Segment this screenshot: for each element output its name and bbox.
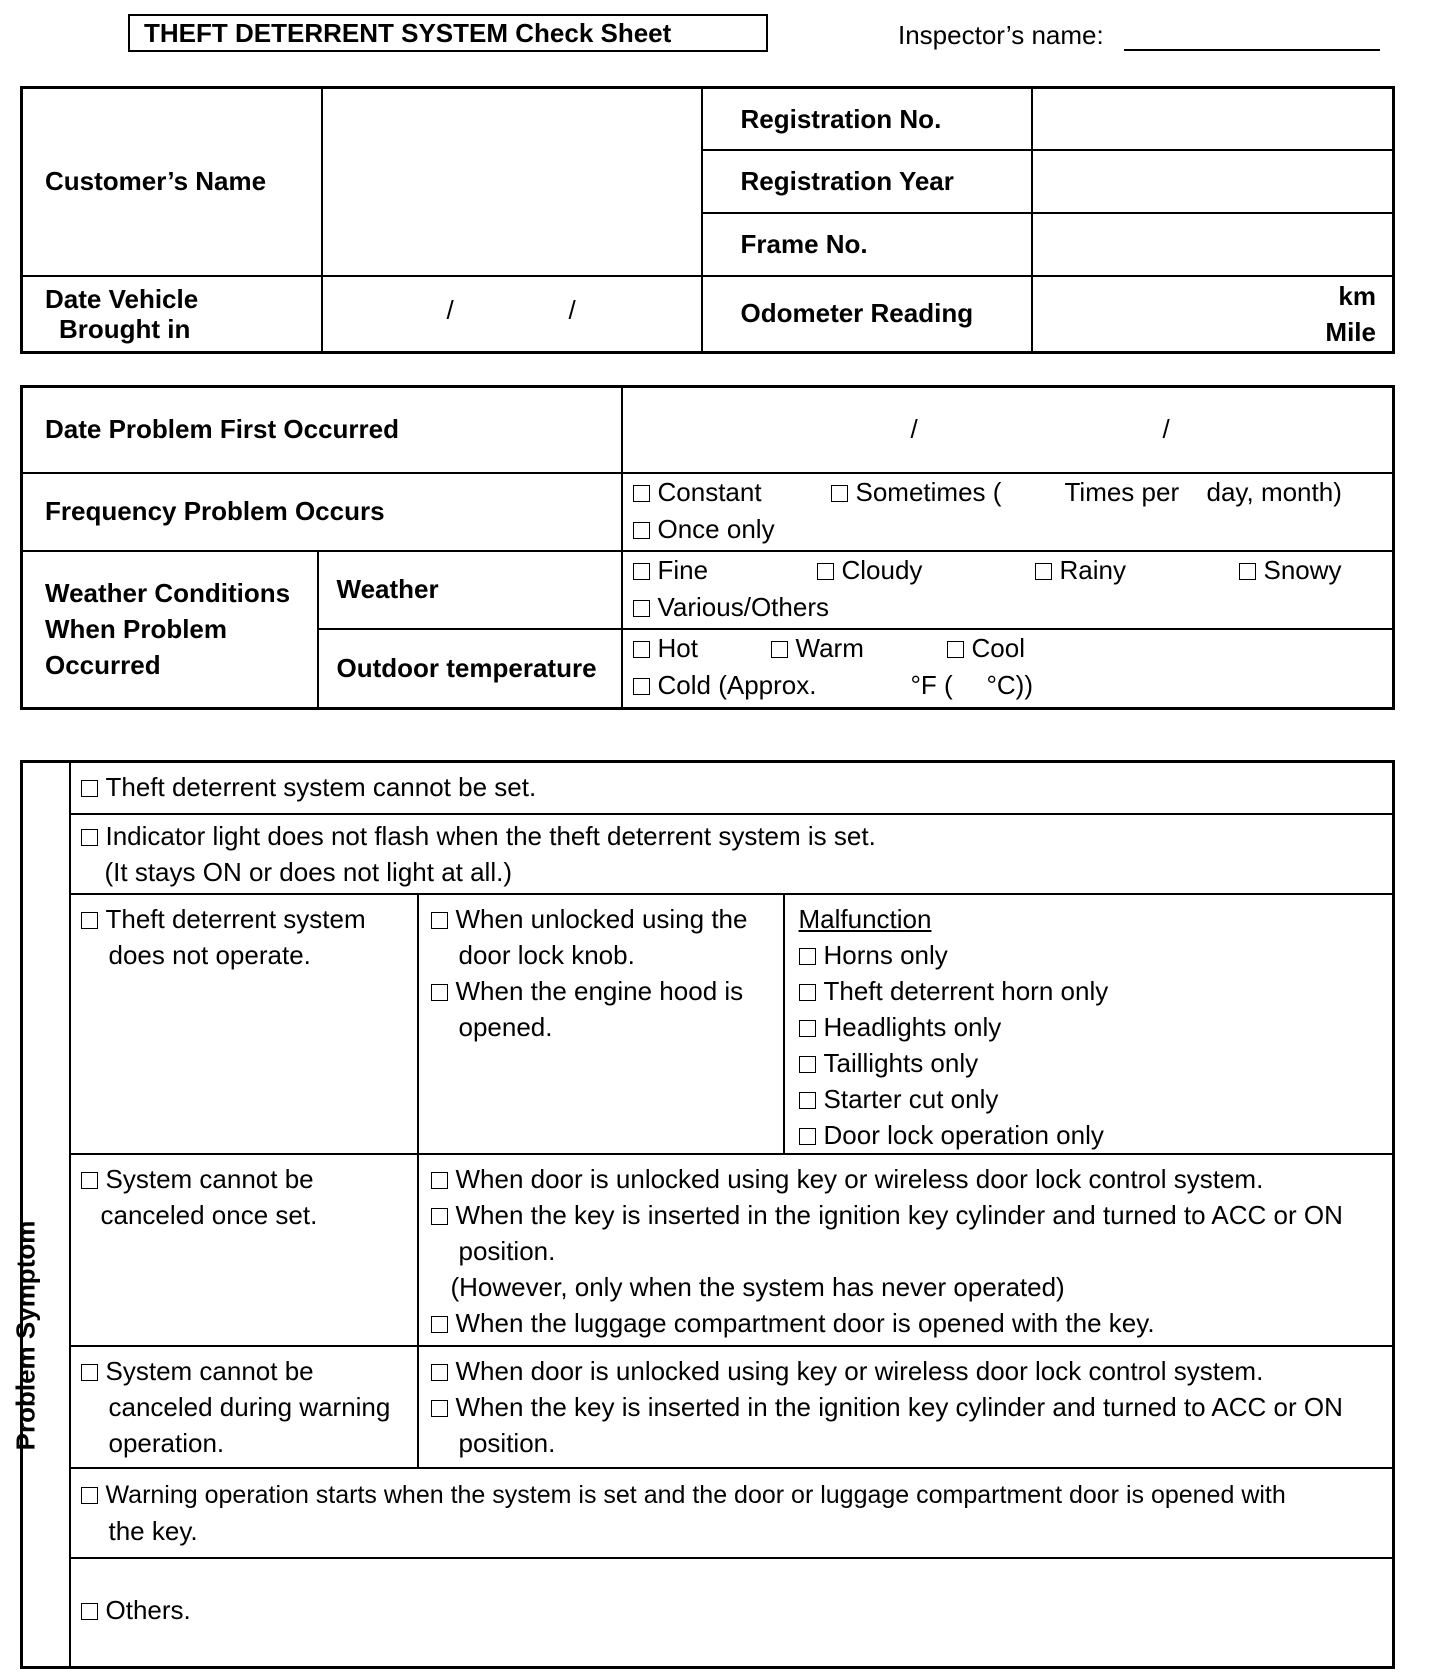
checkbox[interactable] [431,1400,448,1417]
conditions-table [20,385,1395,710]
weather-cloudy-option[interactable]: Cloudy [817,555,923,586]
vehicle-info-table [20,86,1395,354]
sheet-title: THEFT DETERRENT SYSTEM Check Sheet [128,14,768,52]
date-separator: / [1162,414,1170,444]
cannot-cancel-conditions-cell [418,1154,1394,1346]
date-brought-in-field[interactable] [322,276,702,353]
checkbox[interactable] [81,1487,98,1504]
checkbox[interactable] [81,1364,98,1381]
freq-once-option[interactable]: Once only [633,514,775,545]
checkbox[interactable] [81,912,98,929]
weather-cond-line3: Occurred [45,650,161,681]
temp-cool-option[interactable]: Cool [947,633,1025,664]
inspector-name-line[interactable] [1124,49,1380,51]
symptom-not-operate-cell [70,894,418,1154]
weather-options [622,551,1394,629]
symptom-indicator-row [70,814,1394,894]
checkbox[interactable] [817,563,834,580]
odometer-field[interactable] [1032,276,1394,353]
checkbox[interactable] [633,641,650,658]
unit-km: km [1338,280,1376,311]
symptom-cannot-cancel-line2: canceled once set. [100,1199,318,1230]
weather-fine-option[interactable]: Fine [633,555,709,586]
not-operate-conditions-cell [418,894,784,1154]
symptom-indicator-option[interactable]: Indicator light does not flash when the theft deterrent system is set. [81,818,1393,854]
mal-horns-option[interactable]: Horns only [799,937,1393,973]
temp-f-label: °F ( [910,669,953,700]
symptom-others-row [70,1558,1394,1668]
symptom-warning-starts-option[interactable]: Warning operation starts when the system is set and the door or luggage compartment door is opened with [81,1477,1393,1513]
cond-door-lock-knob-line2: door lock knob. [458,939,635,970]
symptom-warning-starts-line2: the key. [108,1515,198,1546]
registration-no-label: Registration No. [702,88,1032,151]
warning-key-ignition-option[interactable]: When the key is inserted in the ignition key cylinder and turned to ACC or ON [431,1389,1393,1425]
warning-key-ignition-line2: position. [458,1427,556,1458]
checkbox[interactable] [81,1172,98,1189]
cond-engine-hood-line2: opened. [458,1011,553,1042]
frequency-options [622,473,1394,551]
temp-c-label: °C)) [986,669,1033,700]
date-brought-label-line1: Date Vehicle [45,283,199,314]
cond-door-lock-knob-option[interactable]: When unlocked using the [431,901,783,937]
date-separator: / [446,294,454,325]
registration-year-field[interactable] [1032,150,1394,213]
malfunction-title: Malfunction [798,903,932,934]
checkbox[interactable] [633,678,650,695]
mal-headlights-option[interactable]: Headlights only [799,1009,1393,1045]
date-first-occurred-label: Date Problem First Occurred [22,387,622,473]
freq-constant-option[interactable]: Constant [633,477,762,508]
checkbox[interactable] [799,948,816,965]
date-brought-in-label [22,276,322,353]
mal-taillights-option[interactable]: Taillights only [799,1045,1393,1081]
checkbox[interactable] [633,522,650,539]
checkbox[interactable] [633,485,650,502]
checkbox[interactable] [799,1092,816,1109]
checkbox[interactable] [81,780,98,797]
odometer-label: Odometer Reading [702,276,1032,353]
registration-no-field[interactable] [1032,88,1394,151]
temp-hot-option[interactable]: Hot [633,633,698,664]
weather-cond-line1: Weather Conditions [45,578,291,609]
symptom-cannot-cancel-cell [70,1154,418,1346]
frequency-label: Frequency Problem Occurs [22,473,622,551]
symptom-not-operate-option[interactable]: Theft deterrent system [81,901,417,937]
mal-doorlock-option[interactable]: Door lock operation only [799,1117,1393,1153]
symptom-cancel-warning-line3: operation. [108,1427,225,1458]
checkbox[interactable] [431,1316,448,1333]
temp-cold-option[interactable]: Cold (Approx. [633,670,817,701]
cancel-key-ignition-note: (However, only when the system has never operated) [450,1271,1065,1302]
customer-name-field[interactable] [322,88,702,276]
cancel-key-ignition-option[interactable]: When the key is inserted in the ignition key cylinder and turned to ACC or ON [431,1197,1393,1233]
checkbox[interactable] [431,1208,448,1225]
malfunction-cell [784,894,1394,1154]
weather-snowy-option[interactable]: Snowy [1239,555,1342,586]
weather-cond-line2: When Problem [45,614,228,645]
date-separator: / [568,294,576,325]
checkbox[interactable] [799,1056,816,1073]
date-first-occurred-field[interactable] [622,387,1394,473]
cancel-key-ignition-line2: position. [458,1235,556,1266]
weather-various-option[interactable]: Various/Others [633,592,829,623]
checkbox[interactable] [799,984,816,1001]
checkbox[interactable] [81,829,98,846]
cancel-door-unlock-option[interactable]: When door is unlocked using key or wireless door lock control system. [431,1161,1393,1197]
unit-mile: Mile [1325,316,1376,347]
weather-conditions-label [22,551,318,709]
checkbox[interactable] [799,1128,816,1145]
checkbox[interactable] [947,641,964,658]
date-brought-label-line2: Brought in [59,313,191,344]
warning-door-unlock-option[interactable]: When door is unlocked using key or wireless door lock control system. [431,1353,1393,1389]
mal-starter-option[interactable]: Starter cut only [799,1081,1393,1117]
frame-no-label: Frame No. [702,213,1032,276]
symptom-cancel-warning-cell [70,1346,418,1468]
weather-rainy-option[interactable]: Rainy [1035,555,1126,586]
checkbox[interactable] [771,641,788,658]
checkbox[interactable] [633,563,650,580]
cancel-luggage-option[interactable]: When the luggage compartment door is opened with the key. [431,1305,1393,1341]
symptom-warning-starts-row [70,1468,1394,1558]
symptom-cannot-set-row [70,762,1394,814]
checkbox[interactable] [431,1172,448,1189]
checkbox[interactable] [633,600,650,617]
customer-name-label: Customer’s Name [22,88,322,276]
mal-theft-horn-option[interactable]: Theft deterrent horn only [799,973,1393,1009]
weather-label: Weather [318,551,622,629]
symptom-cannot-set-option[interactable]: Theft deterrent system cannot be set. [81,772,537,802]
symptom-not-operate-line2: does not operate. [108,939,311,970]
checkbox[interactable] [1239,563,1256,580]
freq-times-per-label: Times per [1064,476,1180,507]
temperature-options [622,629,1394,709]
symptom-indicator-note: (It stays ON or does not light at all.) [104,856,512,887]
problem-symptom-table [20,760,1395,1669]
cond-engine-hood-option[interactable]: When the engine hood is [431,973,783,1009]
inspector-name-label: Inspector’s name: [898,20,1104,50]
registration-year-label: Registration Year [702,150,1032,213]
temp-warm-option[interactable]: Warm [771,633,864,664]
date-separator: / [910,414,918,444]
checkbox[interactable] [799,1020,816,1037]
symptom-cancel-warning-line2: canceled during warning [108,1391,391,1422]
frame-no-field[interactable] [1032,213,1394,276]
outdoor-temp-label: Outdoor temperature [318,629,622,709]
freq-sometimes-option[interactable]: Sometimes ( [831,477,1002,508]
symptom-cancel-warning-option[interactable]: System cannot be [81,1353,417,1389]
cancel-warning-conditions-cell [418,1346,1394,1468]
symptom-cannot-cancel-option[interactable]: System cannot be [81,1161,417,1197]
checkbox[interactable] [1035,563,1052,580]
problem-symptom-label: Problem Symptom [10,1220,41,1451]
checkbox[interactable] [431,912,448,929]
checkbox[interactable] [431,984,448,1001]
checkbox[interactable] [431,1364,448,1381]
checkbox[interactable] [81,1603,98,1620]
freq-day-month-label: day, month) [1206,476,1342,507]
symptom-others-option[interactable]: Others. [81,1595,191,1625]
checkbox[interactable] [831,485,848,502]
